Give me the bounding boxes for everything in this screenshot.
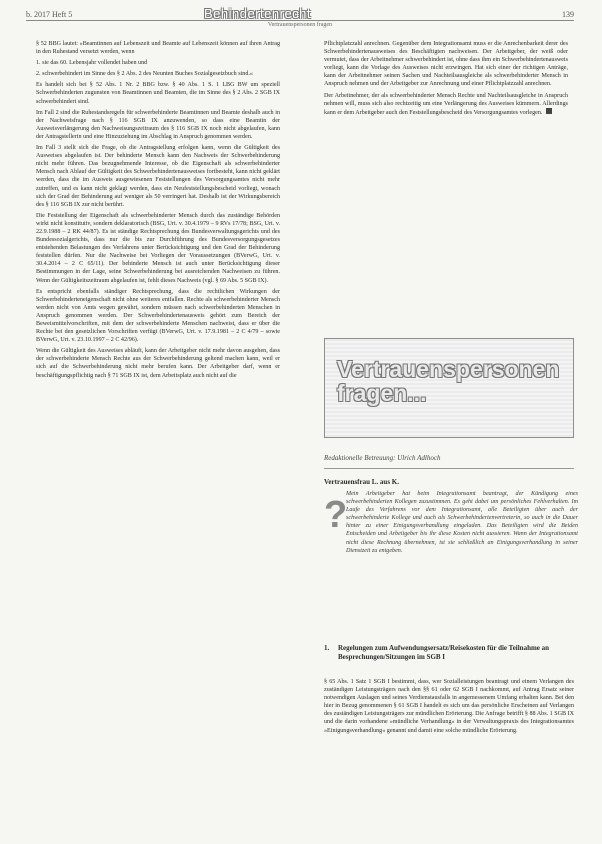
header-rule [26, 20, 574, 21]
paragraph: 2. schwerbehindert im Sinne des § 2 Abs. 2 des Neunten Buches Sozialgesetzbuch sind.« [36, 71, 253, 78]
left-column [36, 40, 280, 383]
question-text: Mein Arbeitgeber hat beim Integrationsamt beantragt, der Kündigung eines schwerbehinderten Kollegen zuzustimmen. Es geht dabei um persönliches Fehlverhalten. Im Laufe des Verfahrens vor dem Integrationsamt, alle Beteiligten über auch der schwerbehinderte Kollege und auch als Schwerbehindertenvertreterin, so auch in die Dauer hinter zu einer Einigungsverhandlung eingeladen. Das Beteiligten wird die Beiden Entscheiden und Arbeitgeber bis ihr diese Kosten nicht aussieren. Wann der Integrationsamt nicht diese Rechnung übernehmen, ist sie schließlich an Einigungsverhandlung in seiner Dienstzeit zu entgeben. [346, 491, 578, 554]
banner-title [337, 357, 559, 405]
section-body: § 65 Abs. 1 Satz 1 SGB I bestimmt, dass, wer Sozialleistungen beantragt und einem Verlangen des zuständigen Leistungsträgers nach den §§ 61 oder 62 SGB I nachkommt, auf Antrag Ersatz seiner notwendigen Auslagen und seines Verdienstausfalls in angemessenem Umfang erhalten kann. Bei den hier in Bezug genommenen § 61 SGB I handelt es sich um das persönliche Erscheinen auf Verlangen des zuständigen Leistungsträgers zur mündlichen Erörterung. Die Anfrage betrifft § 88 Abs. 1 SGB IX und die darin vorhandene »mündliche Verhandlung« in der Verwaltungspraxis des Integrationsamtes »Einigungsverhandlung« genannt und damit eine solche mündliche Erörterung. [324, 679, 575, 734]
section-number: 1. [324, 644, 330, 652]
right-column [324, 40, 568, 120]
paragraph: Wenn die Gültigkeit des Ausweises abläuft, kann der Arbeitgeber nicht mehr davon ausgehen, dass der schwerbehinderte Mensch Rechte aus der Schwerbehinderung geltend machen kann, weil er sich auf die Schwerbehinderung nicht mehr berufen kann. Der Arbeitgeber darf, wenn er beschäftigungspflichtig nach § 71 SGB IX ist, dem Arbeitsplatz auch nicht auf die [36, 348, 280, 379]
issue-label: b. 2017 Heft 5 [26, 10, 73, 19]
page-number: 139 [562, 10, 574, 19]
question-title: Vertrauensfrau L. aus K. [324, 478, 399, 486]
paragraph-text: Der Arbeitnehmer, der als schwerbehinderter Mensch Rechte und Nachteilsausgleiche in Anspruch nehmen will, muss sich also rechtzeitig um eine Verlängerung des Ausweises kümmern. Allerdings kann er dem Arbeitgeber auch den Feststellungsbescheid des Versorgungsamtes vorlegen. [324, 92, 568, 116]
paragraph: 1. sie das 60. Lebensjahr vollendet haben und [36, 60, 148, 67]
paragraph: Im Fall 3 stellt sich die Frage, ob die Antragstellung erfolgen kann, wenn die Gültigkeit des Ausweises abgelaufen ist. Der behinderte Mensch kann den Nachweis der Schwerbehinderung nicht mehr führen. Das bezugnehmende Interesse, ob die Eigenschaft als schwerbehinderter Mensch nach Ablauf der Gültigkeit des Schwerbehindertenausweises fortbesteht, kann nicht geklärt werden, dass die im Ausweis ausgewiesenen Feststellungen des Versorgungsamtes nicht mehr zutreffen, und es kann nicht geklagt werden, dass ein Neufeststellungsbescheid vorliegt, wonach sich der Grad der Behinderung auf weniger als 50 verringert hat. Deshalb ist der Wirkungsbereich des § 116 SGB IX zur nicht berührt. [36, 145, 280, 208]
paragraph: Die Feststellung der Eigenschaft als schwerbehinderter Mensch durch das zuständige Behörden wirkt nicht konstitutiv, sondern deklaratorisch (BSG, Urt. v. 30.4.1979 – 9 RVs 17/78; BSG, Urt. v. 22.9.1988 – 2 RK 44/87). Es ist ständige Rechtsprechung des Bundesverwaltungsgerichts und des Bundessozialgerichts, dass nur die bis zur Durchführung des Bundesversorgungsgesetzes entstehenden Belastungen des Verfahrens unter Berücksichtigung und den Grad der Behinderung feststellen dürfen. Nur die Nachweise bei Vorliegen der Voraussetzungen (BVerwG, Urt. v. 30.4.2014 – 2 C 65/11). Der behinderte Mensch ist auch unter Berücksichtigung dieser Bestimmungen in der Lage, seine Schwerbehinderung bei ausreichenden Nachweisen zu führen. Wenn der Gültigkeitszeitraum abgelaufen ist, fehlt dieses Nachweis (vgl. § 69 Abs. 5 SGB IX). [36, 212, 280, 284]
banner-line: fragen... [337, 380, 427, 406]
paragraph: § 52 BBG lautet: »Beamtinnen auf Lebenszeit und Beamte auf Lebenszeit können auf ihren Antrag in den Ruhestand versetzt werden, wenn [36, 41, 280, 56]
section-subtitle: Vertrauenspersonen fragen [267, 22, 333, 28]
paragraph [324, 92, 568, 117]
section-title: Regelungen zum Aufwendungsersatz/Reisekosten für die Teilnahme an Besprechungen/Sitzungen im SGB I [338, 644, 550, 661]
end-mark-icon [546, 108, 552, 114]
paragraph: Es entspricht ebenfalls ständiger Rechtsprechung, dass die rechtlichen Wirkungen der Schwerbehinderteneigenschaft nicht ohne weiteres entfallen. Rechte als schwerbehinderter Mensch werden nicht von Amts wegen gewährt, sondern müssen nach schwerbehinderten Menschen in Anspruch genommen werden. Der Schwerbehindertenausweis gehört zum Bereich der Beweismittelvorschriften, mit dem der schwerbehinderte Menschen nachweist, dass er über die Rechte bei den gesetzlichen Vorschriften verfügt (BVerwG, Urt. v. 17.9.1981 – 2 C 4/79 – sowie BVerwG, Urt. v. 23.10.1997 – 2 C 42/96). [36, 288, 280, 344]
banner-line: Vertrauenspersonen [337, 356, 560, 382]
paragraph: Pflichtplatzzahl anrechnen. Gegenüber dem Integrationsamt muss er die Anrechenbarkeit derer des Schwerbehindertenausweises des Beschäftigten nachweisen. Der Arbeitgeber, der weiß oder vermutet, dass der Arbeitnehmer schwerbehindert ist, ohne dass ihm ein Schwerbehindertenausweis vorliegt, kann die Vorlage des Ausweises nicht erzwingen. Hat sich einer der richtigen Anträge, kann der Arbeitnehmer seinen Sachen und Nachteilsausgleiche als schwerbehinderter Mensch in Anspruch nehmen und der Arbeitgeber zur Anrechnung und einer Pflichtplatzzahl anrechnen. [324, 41, 568, 88]
divider [324, 468, 574, 469]
question-mark-icon: ? [324, 494, 348, 536]
journal-title: Behindertenrecht [204, 6, 312, 21]
paragraph: Es handelt sich bei § 52 Abs. 1 Nr. 2 BBG bzw. § 40 Abs. 1 S. 1 LBG BW um speziell Schwerbehinderten zugunsten von Beamtinnen und Beamten, die im Sinne des § 2 Abs. 2 SGB IX schwerbehindert sind. [36, 82, 280, 105]
paragraph: Im Fall 2 sind die Ruhestandsregeln für schwerbehinderte Beamtinnen und Beamte deshalb auch in der Nachweisfrage nach § 116 SGB IX anzuwenden, so dass eine Beamtin der Ausweisverlängerung den Nachweisungszeitraum des § 116 SGB IX noch nicht abgelaufen, kann der Antragstellerin und eine Hinzuziehung im Abschlag in Anspruch genommen werden. [36, 109, 280, 140]
column-banner [324, 338, 574, 438]
page-header [26, 6, 574, 28]
byline: Redaktionelle Betreuung: Ulrich Adlhoch [324, 454, 441, 462]
